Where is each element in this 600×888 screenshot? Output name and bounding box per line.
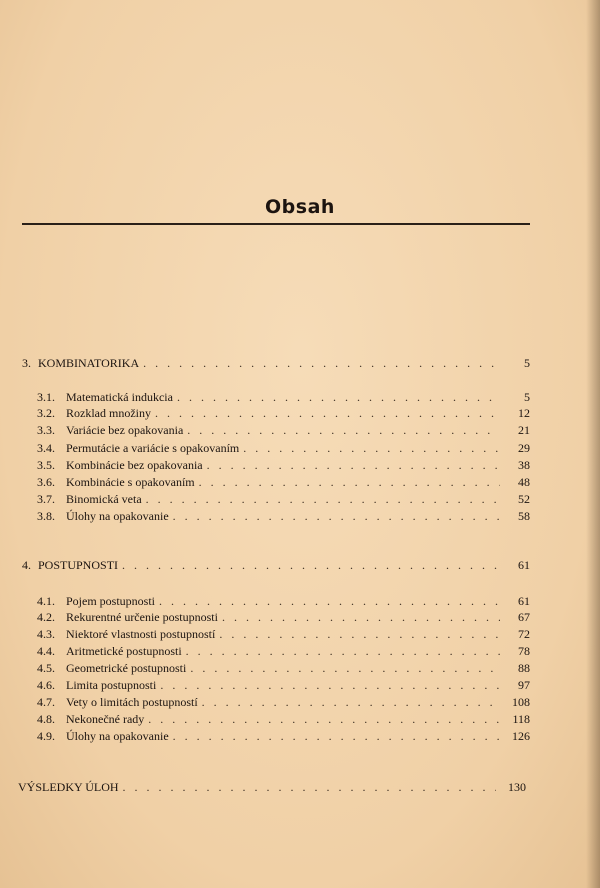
- section-label: Úlohy na opakovanie: [66, 729, 169, 743]
- section-number: 3.8.: [37, 509, 55, 523]
- section-number: 3.3.: [37, 423, 55, 437]
- page-number: 58: [518, 509, 530, 523]
- section-label: Binomická veta: [66, 492, 142, 506]
- toc-section-row[interactable]: [37, 440, 530, 456]
- section-number: 3.2.: [37, 406, 55, 420]
- section-label: Geometrické postupnosti: [66, 661, 187, 675]
- section-label: Permutácie a variácie s opakovaním: [66, 441, 240, 455]
- page-number: 78: [518, 644, 530, 658]
- section-label: Niektoré vlastnosti postupností: [66, 627, 216, 641]
- page-number: 61: [518, 594, 530, 608]
- toc-section-row[interactable]: [37, 508, 530, 524]
- title-rule: [22, 223, 530, 225]
- leader-dots: [199, 474, 500, 490]
- section-label: Limita postupnosti: [66, 678, 157, 692]
- toc-section-row[interactable]: [37, 389, 530, 405]
- chapter-number: 4.: [22, 558, 31, 572]
- toc-chapter-row[interactable]: [22, 557, 530, 573]
- toc-section-row[interactable]: [37, 711, 530, 727]
- toc-section-row[interactable]: [37, 422, 530, 438]
- section-number: 3.4.: [37, 441, 55, 455]
- toc-section-row[interactable]: [37, 457, 530, 473]
- page-number: 88: [518, 661, 530, 675]
- toc-section-row[interactable]: [37, 609, 530, 625]
- leader-dots: [159, 593, 500, 609]
- leader-dots: [187, 422, 500, 438]
- section-number: 4.2.: [37, 610, 55, 624]
- section-label: Aritmetické postupnosti: [66, 644, 182, 658]
- page-number: 21: [518, 423, 530, 437]
- leader-dots: [190, 660, 500, 676]
- page-number: 29: [518, 441, 530, 455]
- page-number: 108: [512, 695, 530, 709]
- leader-dots: [222, 609, 500, 625]
- section-label: Matematická indukcia: [66, 390, 173, 404]
- leader-dots: [173, 508, 500, 524]
- page-number: 12: [518, 406, 530, 420]
- toc-section-row[interactable]: [37, 474, 530, 490]
- section-number: 4.1.: [37, 594, 55, 608]
- page-edge-shadow: [586, 0, 600, 888]
- toc-results-row[interactable]: [18, 779, 526, 795]
- section-label: Rekurentné určenie postupnosti: [66, 610, 218, 624]
- leader-dots: [173, 728, 500, 744]
- page-number: 61: [518, 558, 530, 572]
- section-number: 4.3.: [37, 627, 55, 641]
- page-number: 130: [508, 780, 526, 794]
- leader-dots: [122, 557, 500, 573]
- leader-dots: [243, 440, 500, 456]
- page-number: 38: [518, 458, 530, 472]
- results-label: VÝSLEDKY ÚLOH: [18, 780, 119, 794]
- leader-dots: [186, 643, 500, 659]
- section-number: 3.6.: [37, 475, 55, 489]
- toc-section-row[interactable]: [37, 728, 530, 744]
- section-label: Nekonečné rady: [66, 712, 145, 726]
- page-number: 48: [518, 475, 530, 489]
- chapter-label: KOMBINATORIKA: [38, 356, 140, 370]
- section-label: Pojem postupnosti: [66, 594, 156, 608]
- section-number: 3.5.: [37, 458, 55, 472]
- page-number: 126: [512, 729, 530, 743]
- leader-dots: [219, 626, 500, 642]
- page-number: 5: [524, 390, 530, 404]
- section-number: 4.6.: [37, 678, 55, 692]
- page-number: 97: [518, 678, 530, 692]
- toc-section-row[interactable]: [37, 694, 530, 710]
- section-label: Kombinácie s opakovaním: [66, 475, 195, 489]
- section-number: 4.4.: [37, 644, 55, 658]
- section-label: Kombinácie bez opakovania: [66, 458, 203, 472]
- leader-dots: [202, 694, 500, 710]
- page-title: Obsah: [265, 196, 335, 218]
- leader-dots: [143, 355, 500, 371]
- page-number: 5: [524, 356, 530, 370]
- section-number: 3.7.: [37, 492, 55, 506]
- toc-section-row[interactable]: [37, 593, 530, 609]
- page-number: 67: [518, 610, 530, 624]
- page-number: 118: [512, 712, 530, 726]
- toc-section-row[interactable]: [37, 491, 530, 507]
- section-number: 4.9.: [37, 729, 55, 743]
- page-number: 52: [518, 492, 530, 506]
- section-label: Variácie bez opakovania: [66, 423, 184, 437]
- chapter-label: POSTUPNOSTI: [38, 558, 119, 572]
- leader-dots: [123, 779, 496, 795]
- toc-chapter-row[interactable]: [22, 355, 530, 371]
- toc-section-row[interactable]: [37, 626, 530, 642]
- section-number: 4.5.: [37, 661, 55, 675]
- leader-dots: [207, 457, 500, 473]
- section-label: Rozklad množiny: [66, 406, 151, 420]
- toc-section-row[interactable]: [37, 405, 530, 421]
- section-number: 4.7.: [37, 695, 55, 709]
- toc-section-row[interactable]: [37, 643, 530, 659]
- toc-section-row[interactable]: [37, 677, 530, 693]
- leader-dots: [160, 677, 500, 693]
- leader-dots: [146, 491, 500, 507]
- section-number: 3.1.: [37, 390, 55, 404]
- leader-dots: [155, 405, 500, 421]
- section-number: 4.8.: [37, 712, 55, 726]
- leader-dots: [177, 389, 500, 405]
- section-label: Úlohy na opakovanie: [66, 509, 169, 523]
- chapter-number: 3.: [22, 356, 31, 370]
- leader-dots: [148, 711, 500, 727]
- section-label: Vety o limitách postupností: [66, 695, 198, 709]
- page-number: 72: [518, 627, 530, 641]
- toc-section-row[interactable]: [37, 660, 530, 676]
